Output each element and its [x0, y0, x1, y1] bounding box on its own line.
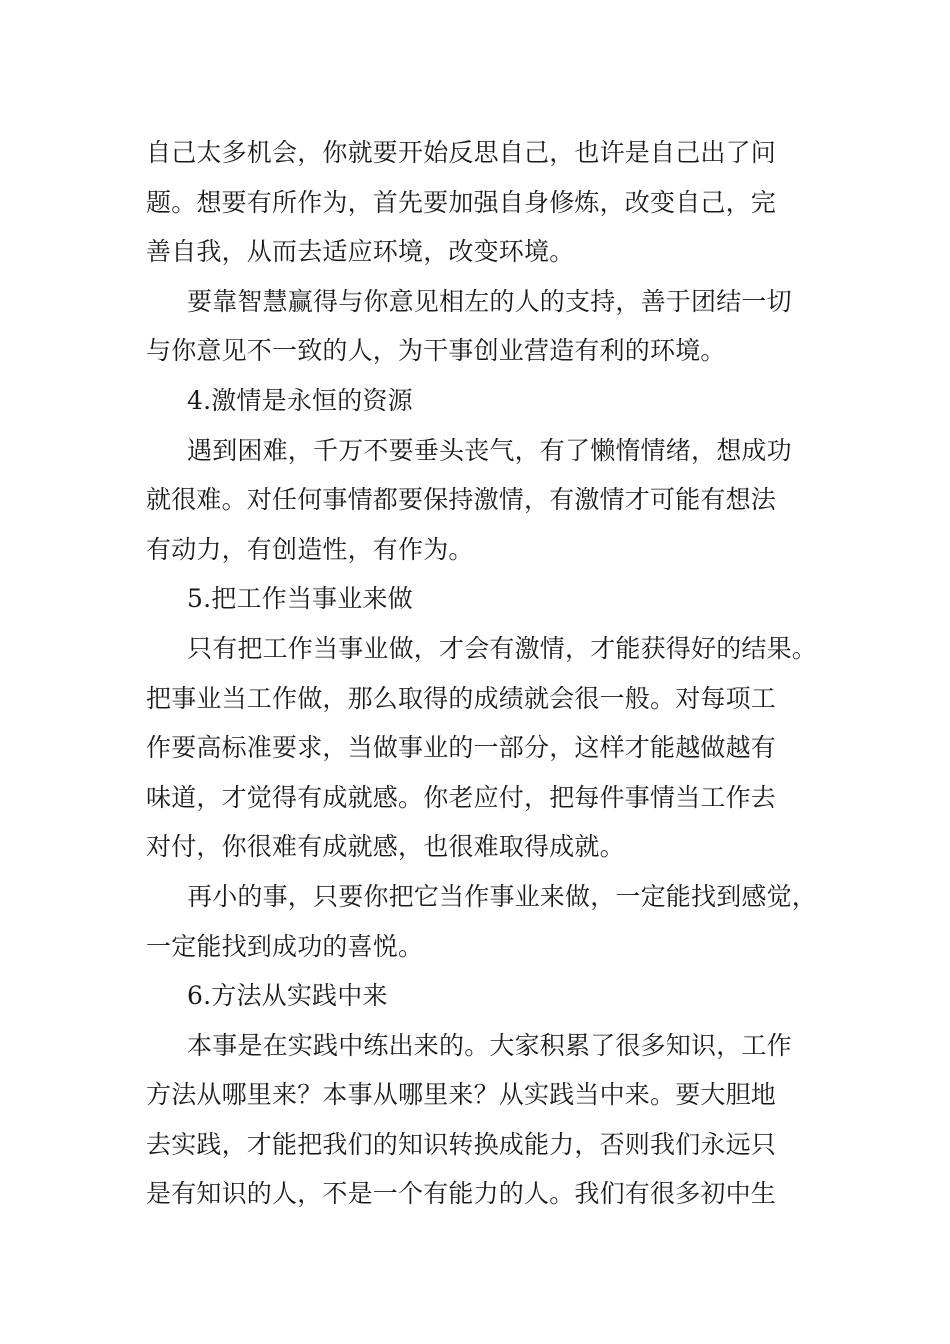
text-line: 方法从哪里来？本事从哪里来？从实践当中来。要大胆地: [146, 1080, 777, 1110]
section-heading: 4.激情是永恒的资源: [187, 385, 413, 415]
text-line: 本事是在实践中练出来的。大家积累了很多知识，工作: [187, 1030, 792, 1060]
text-line: 善自我，从而去适应环境，改变环境。: [146, 237, 575, 267]
text-line: 题。想要有所作为，首先要加强自身修炼，改变自己，完: [146, 187, 777, 217]
text-line: 一定能找到成功的喜悦。: [146, 931, 424, 961]
text-line: 再小的事，只要你把它当作事业来做，一定能找到感觉，: [187, 881, 818, 911]
text-line: 作要高标准要求，当做事业的一部分，这样才能越做越有: [146, 733, 777, 763]
text-line: 是有知识的人，不是一个有能力的人。我们有很多初中生: [146, 1179, 777, 1209]
text-line: 把事业当工作做，那么取得的成绩就会很一般。对每项工: [146, 683, 777, 713]
body-text: [146, 128, 826, 1219]
text-line: 要靠智慧赢得与你意见相左的人的支持，善于团结一切: [187, 286, 792, 316]
section-heading: 5.把工作当事业来做: [187, 584, 413, 614]
section-heading: 6.方法从实践中来: [187, 981, 388, 1011]
text-line: 就很难。对任何事情都要保持激情，有激情才可能有想法: [146, 485, 777, 515]
text-line: 去实践，才能把我们的知识转换成能力，否则我们永远只: [146, 1129, 777, 1159]
text-line: 与你意见不一致的人，为干事创业营造有利的环境。: [146, 336, 726, 366]
text-line: 遇到困难，千万不要垂头丧气，有了懒惰情绪，想成功: [187, 435, 792, 465]
text-line: 自己太多机会，你就要开始反思自己，也许是自己出了问: [146, 138, 777, 167]
text-line: 只有把工作当事业做，才会有激情，才能获得好的结果。: [187, 633, 818, 663]
text-line: 对付，你很难有成就感，也很难取得成就。: [146, 832, 625, 862]
text-line: 味道，才觉得有成就感。你老应付，把每件事情当工作去: [146, 782, 777, 812]
text-line: 有动力，有创造性，有作为。: [146, 534, 474, 564]
